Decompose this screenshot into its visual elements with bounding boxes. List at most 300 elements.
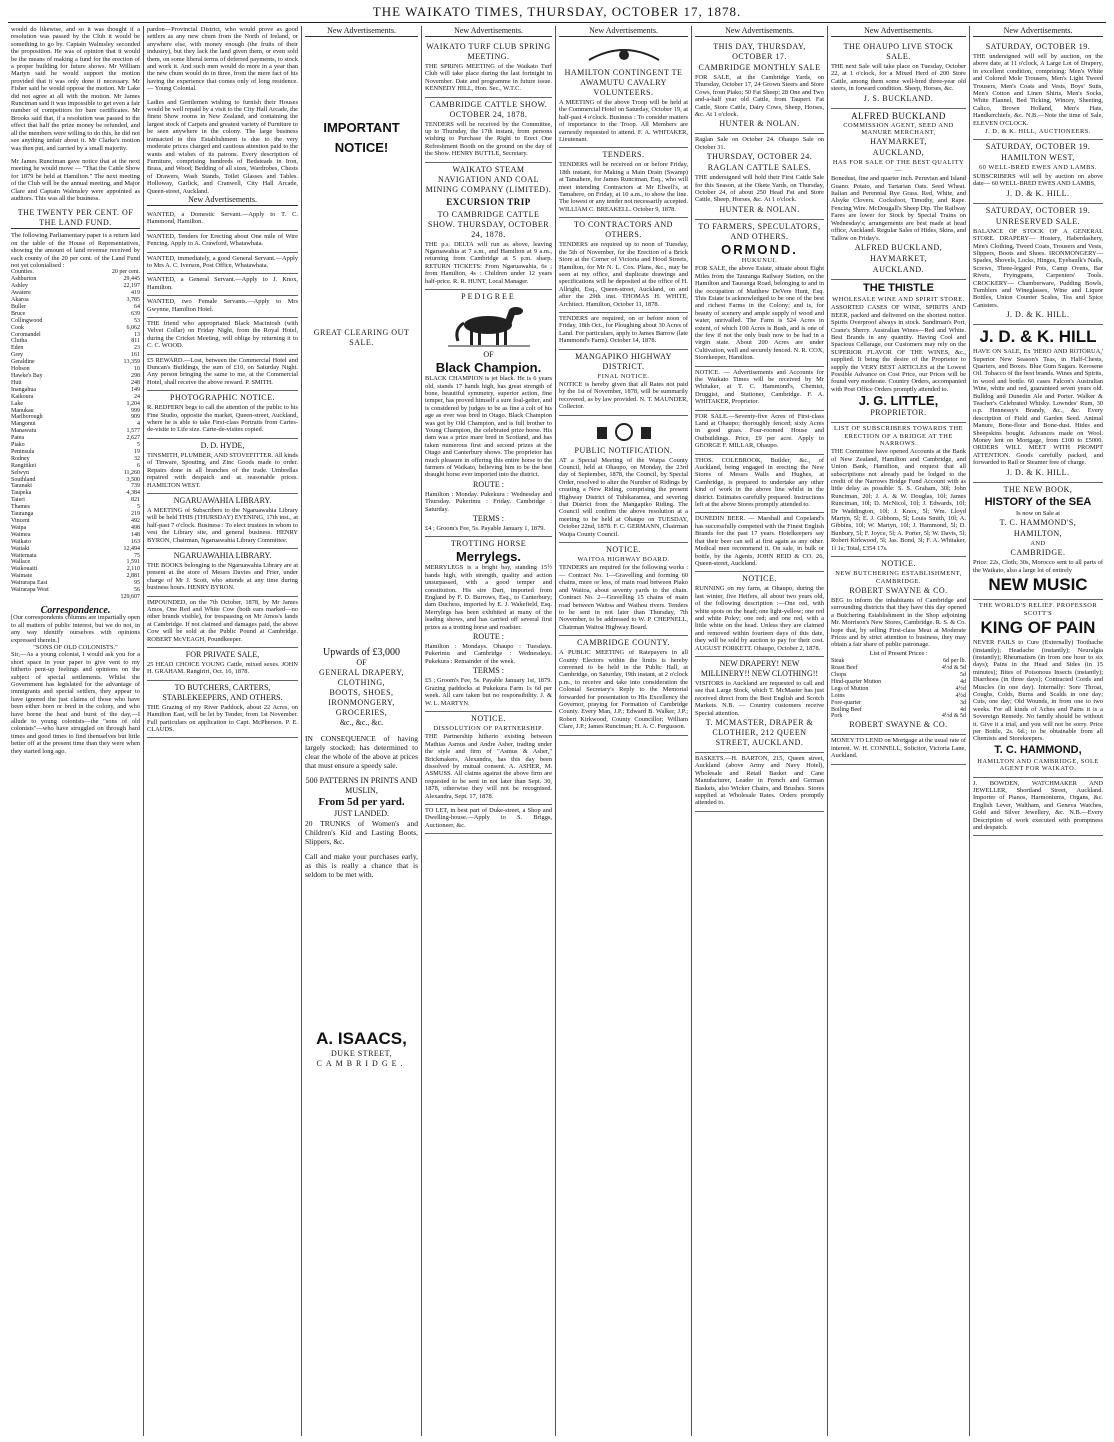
table-row <box>11 539 140 546</box>
ad-subtitle: THE NEW BOOK, <box>1003 484 1073 494</box>
ad-text: WANTED, a General Servant.—Apply to J. Knox, Hamilton. <box>147 276 298 291</box>
new-ads-head: New Advertisements. <box>559 26 688 37</box>
county-name: Peninsula <box>11 448 35 455</box>
county-name: Waimate <box>11 573 33 580</box>
ad-text: 25 HEAD CHOICE YOUNG Cattle, mixed sexes. JOHN H. GRAHAM. Rangiriri, Oct. 16, 1878. <box>147 661 298 676</box>
ad-butchering <box>831 557 966 735</box>
table-row <box>11 352 140 359</box>
ad-signature: ROBERT SWAYNE & CO. <box>849 720 948 730</box>
county-amount: 6 <box>137 462 140 469</box>
ad-date: SATURDAY, OCTOBER 19. <box>985 42 1091 51</box>
county-amount: 739 <box>131 483 140 490</box>
land-fund-title: THE TWENTY PER CENT. OF THE LAND FUND. <box>11 208 140 229</box>
table-row <box>11 470 140 477</box>
ad-text: Price: 22s, Cloth; 30s, Morocco sent to all parts of the Waikato, also a large lot of entirely <box>973 559 1103 574</box>
table-row <box>11 359 140 366</box>
ad-title: TO BUTCHERS, CARTERS, STABLEKEEPERS, AND OTHERS. <box>162 682 283 702</box>
ad-text: THE next Sale will take place on Tuesday, October 22, at 1 o'clock, for a Mixed Herd of 200 Store Cattle, among them some well-bred three-year old steers, in forward condition. Sheep, Horses, &c. <box>831 63 966 93</box>
just-landed: JUST LANDED. <box>334 809 389 818</box>
county-name: Rodney <box>11 455 30 462</box>
ad-text: TENDERS are required, on or before noon of Friday, 18th Oct., for Ploughing about 30 Acres of Land. For particulars, apply to James Barrow (late Hammond's Farm). October 14, 1878. <box>559 314 688 345</box>
ad-butchers <box>147 681 298 739</box>
masthead: THE WAIKATO TIMES, THURSDAY, OCTOBER 17, 1878. <box>372 4 742 19</box>
county-amount: 5 <box>137 504 140 511</box>
ad-thistle <box>831 280 966 423</box>
price-row <box>831 693 966 700</box>
county-amount: 161 <box>131 352 140 359</box>
correspondence-note: [Our correspondents columns are impartially open to all matters of public interest, but we do not, in any way identify ourselves with opinions expressed therein.] <box>11 614 140 644</box>
county-name: Waitemata <box>11 552 37 559</box>
table-row <box>11 276 140 283</box>
price-item: Loins <box>831 692 845 699</box>
ad-heifers <box>695 572 824 657</box>
price-item: Steak <box>831 658 845 665</box>
patterns: 500 PATTERNS IN PRINTS AND MUSLIN, <box>305 776 418 795</box>
column-4 <box>421 26 555 1436</box>
black-champion-title: Black Champion. <box>435 360 542 376</box>
county-name: Piako <box>11 442 25 449</box>
ad-drapery-auction <box>973 40 1103 140</box>
clearing-sale: GREAT CLEARING OUT SALE. <box>313 328 410 347</box>
county-amount: 639 <box>131 310 140 317</box>
county-amount: 498 <box>131 524 140 531</box>
ad-baskets <box>695 753 824 812</box>
price-item: Fore-quarter <box>831 699 861 706</box>
ad-text: BALANCE OF STOCK OF A GENERAL STORE. DRAPERY— Hosiery, Haberdashery, Men's Clothing, Tweed Coats, Trousers and Vests, Slippers, Boots and Shoes. IRONMONGERY— Spades, Shovels, Locks, Hinges, Eyebaulk's Nails, Screws, Three-legged Pots, Camp Ovens, Bar Rivets, Fryingpans, Carpenters' Tools. CROCKERY— Chamberware, Pudding Bowls, Tumblers and Wineglasses, Wine and Liquor Bottles, Union Counter Scales, Tea and Spice Canisters. <box>973 227 1103 309</box>
county-name: Taupeka <box>11 490 32 497</box>
prices-title: List of Present Prices : <box>869 649 928 657</box>
county-name: Thames <box>11 504 30 511</box>
county-name: Hutt <box>11 379 22 386</box>
ad-title: CAMBRIDGE COUNTY. <box>577 638 670 648</box>
county-amount: 19 <box>134 448 140 455</box>
ad-title: THE OHAUPO LIVE STOCK SALE. <box>843 42 954 61</box>
county-amount: 29,445 <box>123 276 140 283</box>
table-row <box>11 573 140 580</box>
ad-title: NGARUAWAHIA LIBRARY. <box>173 550 272 560</box>
ad-unreserved <box>973 204 1103 325</box>
ad-cavalry <box>559 40 688 148</box>
county-amount: 6,062 <box>126 324 140 331</box>
table-row <box>11 566 140 573</box>
ad-money <box>831 735 966 764</box>
county-name: Kaikoura <box>11 393 34 400</box>
ad-subtitle: HAS FOR SALE OF THE BEST QUALITY— <box>832 159 965 174</box>
ad-reward <box>147 355 298 392</box>
ad-black-champion <box>425 290 552 537</box>
ad-signature: HUNTER & NOLAN. <box>719 119 800 129</box>
table-row <box>11 532 140 539</box>
ad-text: AT a Special Meeting of the Waipa County Council, held at Ohaupo, on Monday, the 23rd day of September, 1878, the Council, by Special Order, resolved to alter the Number of Ridings by creating a New Riding, comprising the present Highway District of Tuhikaramea, and severing that District from the Mangapiko Riding. The Council will confirm the above resolution at a meeting to be held at Ohaupo on TUESDAY, October 22nd, 1878. F. C. GERMANN, Chairman Waipa County Council. <box>559 456 688 538</box>
ad-bridge-list <box>831 423 966 557</box>
ad-title: TO CONTRACTORS AND OTHERS. <box>574 220 673 240</box>
ad-dissolution <box>425 712 552 805</box>
county-name: Mangonui <box>11 421 36 428</box>
furniture-notice: Ladies and Gentlemen wishing to furnish their Houses would be well repaid by a visit to the City Hall Arcade, the finest Show rooms in New Zealand, and containing the largest stock of Carpets and greatest variety of Furniture to be seen anywhere in the colony. The large business transacted in this Establishment is due to the very moderate prices charged and cautious attention paid to the wants and wishes of its patrons. Every description of Furniture, comprising hundreds of Bedsteads in Iron, Brass, and Wood; Bedding of all sizes, Wardrobes, Chests of Drawers, Wash Stands, Toilet Glasses and Tables. Holloway, Garlick, and Cranwell, City Hall Arcade, Queen-street, Auckland. <box>147 98 298 195</box>
ad-alfred-buckland <box>831 109 966 280</box>
ad-text: THOS. COLEBROOK, Builder, &c., of Auckland, being engaged in erecting the New Stores of Messrs Walls and Hughes, at Cambridge, is prepared to undertake any other kind of work in the above line whilst in the district. Estimates carefully prepared. Instructions left at the above Stores promptly attended to. <box>695 456 824 509</box>
ad-signature: ALFRED BUCKLAND, <box>854 242 943 252</box>
route-title: ROUTE : <box>473 632 504 642</box>
ad-wanted-1 <box>147 209 298 231</box>
county-amount: 298 <box>131 372 140 379</box>
county-name: Clutha <box>11 338 27 345</box>
table-row <box>11 490 140 497</box>
county-amount: 53 <box>134 317 140 324</box>
county-name: Inangahua <box>11 386 36 393</box>
county-name: Taieri <box>11 497 25 504</box>
county-amount: 22,197 <box>123 283 140 290</box>
ad-location: T. C. HAMMOND'S, <box>999 518 1077 528</box>
ad-waitoa <box>559 543 688 636</box>
ad-title: PUBLIC NOTIFICATION. <box>574 445 673 455</box>
isaacs-name: A. ISAACS, <box>316 1029 407 1048</box>
ad-monthly-sale <box>695 40 824 134</box>
ad-photographic <box>147 391 298 439</box>
table-row <box>11 580 140 587</box>
ad-wanted-2 <box>147 231 298 253</box>
ad-cambridge-county <box>559 636 688 735</box>
price-item: Roast Beef <box>831 665 858 672</box>
excursion-subtitle: TO CAMBRIDGE CATTLE SHOW. THURSDAY, OCTOBER 24, 1878. <box>427 209 550 239</box>
ad-whitaker <box>695 367 824 411</box>
ad-subtitle: COMMISSION AGENT, SEED AND MANURE MERCHANT, <box>843 121 954 137</box>
ad-signature: HUNTER & NOLAN. <box>719 204 800 214</box>
county-name: Waipa <box>11 524 27 531</box>
ad-ormond <box>695 220 824 367</box>
of-text: OF <box>483 350 494 360</box>
terms-text: £4 ; Groom's Fee, 5s. Payable January 1, 1879. <box>425 525 546 532</box>
ad-text: FOR SALE.—Seventy-five Acres of First-class Land at Ohaupo; thoroughly fenced; sixty Acres in good grass. Four-roomed House and Outbuildings. Price, £9 per acre. Apply to GEORGE F. MILLAR, Ohaupo. <box>695 412 824 450</box>
table-row <box>11 366 140 373</box>
county-name: Buller <box>11 303 26 310</box>
price-value: 4d <box>960 706 966 713</box>
county-name: Collingwood <box>11 317 43 324</box>
ad-text: HAVE ON SALE, Ex 'HERO AND ROTORUA,' Superior New Season's Teas, in Half-Chests, Quarters, and Boxes. Blue Gum Sugars. Kerosene Oil. Tobacco of the best brands. Wines and Spirits, in wood and bottle. 60 cases Falcon's Australian Wine, white and red, guaranteed seven years old. Bulldog and Dunedin Ale and Porter. Walker & Teacher's Celebrated Whisky. Lowndes' Rum, 30 o.p. Hennessy's Brandy, &c., &c. Every description of Field and Garden Seed. Animal Manure, Bone-flour and Bone-dust. Hides and Sheepskins bought. Advances made on Wool. Money lent on Mortgage, from £100 to £5000. ORDERS WILL MEET WITH PROMPT ATTENTION. Goods carefully packed, and forwarded to Rail or Steamer free of charge. <box>973 348 1103 467</box>
ad-subtitle: WAITOA HIGHWAY BOARD. <box>577 556 670 564</box>
county-amount: 1,577 <box>126 428 140 435</box>
ad-public-notification <box>559 416 688 543</box>
ad-land-sale <box>695 411 824 455</box>
ad-signature: J. D. & K. HILL. <box>1006 188 1070 198</box>
ad-text: BASKETS.—H. BARTON, 215, Queen street, Auckland (above Army and Navy Hotel), Wholesale and Retail Basket and Cane Manufacturer, Leader in French and German Baskets, also Wicker Chairs, and Brushes. Stores supplied at Wholesale Rates. Orders promptly attended to. <box>695 755 824 807</box>
county-name: Akaroa <box>11 297 29 303</box>
county-name: Ashburton <box>11 276 37 283</box>
ad-text: TENDERS are required for the following works :— Contract No. 1—Gravelling and forming 60 chains, more or less, of main road between Piako and Waitoa, about seventy yards to the chain. Contract No. 2—Gravelling 15 chains of main road between Waitoa and Waihou rivers. Tenders to be sent in not later than Thursday, 7th November, to be addressed to W. P. CHEPNELL, Chairman Waitoa Highway Board. <box>559 564 688 631</box>
ad-text: DUNEDIN BEER. — Marshall and Copeland's has successfully competed with the Finest English Brands for the past 17 years. Hotelkeepers say that their beer can sell at first again as any other. Medical men recommend it. On sale, in bulk or bottle, by the Agents, JOHN REID & CO. 26, Queen-street, Auckland. <box>695 515 824 567</box>
ad-title: THE THISTLE <box>863 281 934 294</box>
ad-location: HAYMARKET, <box>870 137 927 147</box>
table-row <box>11 318 140 325</box>
ad-subtitle: 60 WELL-BRED EWES AND LAMBS. <box>978 164 1098 172</box>
table-row <box>11 311 140 318</box>
ad-subtitle: HUKUNUI. <box>741 256 778 264</box>
ad-text: MERRYLEGS is a bright bay, standing 15½ hands high, with strength, quality and action unsurpassed, with a good temper and constitution. His sire Dart, imported from England by F. D. Burrows, Esq., to Canterbury; dam Duchess, imported by E. J. Wakefield, Esq. Merrylegs has been exhibited at many of the leading shows, and has carried off several first prizes as a trotting horse and roadster. <box>425 564 552 631</box>
correspondence-subtitle: "SONS OF OLD COLONISTS." <box>33 643 118 651</box>
of-text: OF <box>356 658 367 667</box>
table-row <box>11 408 140 415</box>
price-row <box>831 700 966 707</box>
table-row <box>11 442 140 449</box>
ad-signature: J. D. & K. HILL. <box>1006 310 1070 320</box>
price-value: 4½d <box>955 685 966 692</box>
land-fund-table <box>11 269 140 601</box>
ad-signature: ROBERT SWAYNE & CO. <box>849 585 948 595</box>
ad-location: HAYMARKET, <box>870 253 927 263</box>
ad-title: D. D. HYDE, <box>200 440 245 450</box>
ad-title: ALFRED BUCKLAND <box>851 110 946 121</box>
county-name: Coromandel <box>11 331 41 338</box>
ad-text: IMPOUNDED, on the 7th October, 1878, by Mr James Amos, One Red and White Cow (both ears marked—no other brands visible), for trespassing on Mr Amos's lands at Cambridge. If not claimed and damages paid, the above Cow will be sold at the Public Pound at Cambridge. ROBERT McVEAGH, Poundkeeper. <box>147 598 298 643</box>
ad-bowden <box>973 778 1103 837</box>
county-amount: 13 <box>134 331 140 338</box>
county-amount: 163 <box>131 538 140 545</box>
ad-date: SATURDAY, OCTOBER 19. <box>985 205 1091 215</box>
letter-continued: pardon—Provincial District, who would prove as good settlers as any new chum from the North of Ireland, or anywhere else, with money enough (the fruits of their industry), but they lack the land given them, or even sold them, on some liberal terms of deferred payments, to stock and work it. And such men would do more in a year than the new chum would do in three, from the mere fact of his having the experience that comes only of long residence. — Young Colonial. <box>147 26 298 93</box>
county-amount: 11,260 <box>123 469 140 476</box>
county-name: Grey <box>11 352 23 359</box>
masthead-rule <box>8 22 1106 23</box>
ad-subtitle: HAMILTON AND CAMBRIDGE, SOLE AGENT FOR WAIKATO. <box>977 757 1099 773</box>
ad-text: WANTED, a Domestic Servant.—Apply to T. C. Hammond, Hamilton. <box>147 210 298 226</box>
ad-title: NOTICE. <box>606 545 641 555</box>
ad-text: BLACK CHAMPION is jet black. He is 6 years old, stands 17 hands high, has great strength of bone, beautiful symmetry, superior action, fine temper, has proved himself a sure foal-getter, and is considered by judges to be as fine a colt of his age as ever was bred in Otago. Black Champion was got by Old Champion, and is full brother to Young Champion, the celebrated prize horse. His dam was a prize mare bred in Scotland, and has taken numerous first and second prizes at the Otago and Canterbury shows. The proprietor has much pleasure in offering this entire horse to the farmers of Waikato, believing him to be the best draught horse ever imported into the district. <box>425 375 552 479</box>
ad-library-meeting <box>147 494 298 549</box>
meeting-report: would do likewise, and so it was thought if a resolution was passed by the Club it would be something to go by. Captain Walmsley seconded the proposition. He was of opinion that it would be the means of making a fund for the erection of a proper building for future shows. Mr William Martyn said he would support the motion provided that it was only done if necessary. Mr Fisher said he would oppose the motion. Mr Lake did not agree at all with the motion. Mr James Runciman said it was impossible to get even a fair number of competitors for bare certificates. Mr Brooks said that, if a resolution was passed to the effect that half the prize money be refunded, and all the members were willing to do this, he did not see anything unfair about it. Mr Clarke's motion was then put, and carried by a small majority. <box>11 26 140 152</box>
county-amount: 64 <box>134 303 140 310</box>
column-7 <box>827 26 969 1436</box>
ad-text: THE undersigned will hold their First Cattle Sale for this Season, at the Okete Yards, on Thursday, October 24, of about 250 Head Fat and Store Cattle, Sheep, Horses, &c. At 1 o'clock. <box>695 174 824 204</box>
ad-title: TROTTING HORSE <box>450 539 527 549</box>
column-1 <box>8 26 143 1436</box>
jdk-hill-title: J. D. & K. HILL <box>979 327 1097 347</box>
ad-cattle-show <box>425 98 552 163</box>
price-value: 5d <box>960 671 966 678</box>
county-name: Rangitikei <box>11 462 36 469</box>
ad-subtitle: FINAL NOTICE. <box>597 372 650 380</box>
land-fund-intro: The following Parliamentary paper is a return laid on the table of the House of Representatives, showing the amount of land revenue received by each county of the 20 per cent. of the Land Fund not yet colonialised : <box>11 232 140 269</box>
ad-location: AUCKLAND, <box>872 148 925 158</box>
ad-title: WAIKATO STEAM NAVIGATION AND COAL MINING COMPANY (LIMITED). <box>425 164 552 194</box>
ad-text: VISITORS to Auckland are requested to call and see that Large Stock, which T. McMaster has just received direct from the Best English and Scotch Markets. N.B. — Country customers receive Special attention. <box>695 679 824 717</box>
county-amount: 811 <box>131 338 140 345</box>
county-name: Manukau <box>11 407 34 414</box>
correspondence-title: Correspondence. <box>40 604 111 616</box>
county-amount: 492 <box>131 518 140 524</box>
county-amount: 2,881 <box>126 573 140 580</box>
table-row <box>11 435 140 442</box>
table-row <box>11 511 140 518</box>
table-row <box>11 483 140 490</box>
ad-title: TO FARMERS, SPECULATORS, AND OTHERS. <box>698 221 821 241</box>
pedigree-heading: PEDIGREE <box>461 292 516 302</box>
county-amount: 3,500 <box>126 476 140 483</box>
excursion-title: EXCURSION TRIP <box>446 196 531 207</box>
table-row <box>11 297 140 304</box>
county-amount: 5 <box>137 442 140 449</box>
ad-title: NOTICE. <box>471 713 506 723</box>
price-value: 4½d <box>955 692 966 699</box>
ad-text: TENDERS will be received by the Committee, up to Thursday, the 17th instant, from persons wishing to Purchase the Right to Erect One Refreshment Booth on the ground on the day of the Show. HENRY BUTTLE, Secretary. <box>425 120 552 158</box>
ad-signature: PROPRIETOR. <box>870 408 927 418</box>
county-amount: 2,627 <box>126 435 140 442</box>
ad-text: FOR SALE, the above Estate, situate about Eight Miles from the Tauranga Railway Station, on the Hamilton and Tauranga Road, belonging to and in the occupation of Matthew DeVere Hunt, Esq. This Estate is acknowledged to be one of the best and richest Farms in the Colony; and is, for beauty of scenery and ample supply of wood and water, unrivalled. The Farm is 524 Acres in extent, of which 100 Acres is Bush, and is one of the few if not the only bush now to be had in a virgin state. About 200 Acres are under Cultivation, well and securely fenced. N. R. COX, Storekeeper, Hamilton. <box>695 265 824 362</box>
county-name: Hawke's Bay <box>11 372 43 379</box>
ad-dunedin-beer <box>695 513 824 572</box>
table-row <box>11 304 140 311</box>
county-name: Selwyn <box>11 469 29 476</box>
county-amount: 10 <box>134 366 140 373</box>
ad-private-sale <box>147 648 298 681</box>
county-name: Southland <box>11 476 36 483</box>
county-name: Wairarapa East <box>11 580 48 587</box>
price-row <box>831 686 966 693</box>
ad-text: THE Partnership hitherto existing between Mathias Asmus and Andre Asher, trading under the style and firm of "Asmus & Asher," Brickmakers, Alexandra, has this day been dissolved by mutual consent. A. ASHER, M. ASMUSS. All claims against the above firm are requested to be sent in not later than Sept. 30, 1878, otherwise they will not be recognised. Alexandra, Sept. 17, 1878. <box>425 733 552 800</box>
ad-text: £5 REWARD.—Lost, between the Commercial Hotel and Duncan's Buildings, the sum of £10, on Saturday Night. Any person bringing the same to me, at the Commercial Hotel, shall receive the above reward. P. SMITH. <box>147 356 298 386</box>
ad-location: HAMILTON, <box>1013 529 1063 539</box>
ad-wanted-3 <box>147 253 298 275</box>
call-text: Call and make your purchases early, as this is really a chance that is seldom to be met with. <box>305 852 418 879</box>
ad-subtitle: NEW BUTCHERING ESTABLISHMENT, CAMBRIDGE. <box>835 570 962 585</box>
ad-wanted-5 <box>147 296 298 318</box>
county-amount: 999 <box>131 407 140 414</box>
from-5d: From 5d per yard. <box>318 796 405 808</box>
ad-title: RAGLAN CATTLE SALES. <box>707 163 812 173</box>
ad-text: AND <box>1030 540 1046 548</box>
new-ads-head: New Advertisements. <box>973 26 1103 37</box>
ad-text: A MEETING of Subscribers to the Ngaruawahia Library will be held THIS (THURSDAY) EVENING, 17th inst., at half-past 7 o'clock. Business : To elect trustees in whom to vest the Library site, and general business. HENRY BYRON, Chairman, Ngaruawahia Library Committee. <box>147 506 298 544</box>
price-item: Boiling Beef <box>831 706 862 713</box>
ad-subtitle: DISSOLUTION OF PARTNERSHIP. <box>433 724 544 732</box>
ad-ploughing <box>559 313 688 350</box>
duke-street: DUKE STREET, <box>331 1049 392 1058</box>
ad-text: NEVER FAILS to Cure (Externally) Toothache (instantly); Headache (instantly); Neuralgia (instantly); Rheumatism (in from one hour to six days); Pains in the Head and Sides (in 15 minutes); Bites of Poisonous Insects (instantly); Diarrhoea (in three days); Contracted Cords and Muscles (in one day). Internally: Sore Throat, Coughs, Colds, Burns and Scalds in one day; Cuts, one day; Old Wounds, in from one to two weeks. For all kinds of Aches and Pains it is a Sovereign Remedy. No family should be without it. Give it a trial, and you will not be sorry. Price per Bottle, 2s. 6d.; to be obtainable from all Chemists and Storekeepers. <box>973 639 1103 743</box>
new-ads-head: New Advertisements. <box>695 26 824 37</box>
ad-text: WANTED, Tenders for Erecting about One mile of Wire Fencing. Apply to A. Crawford, Whatawhata. <box>147 232 298 248</box>
ad-text: TENDERS are required up to noon of Tuesday, the 5th of November, for the Erection of a Brick Store at the Corner of Victoria and Hood Streets, Hamilton, for Mr N. L. Cox. Plans, &c., may be seen at my office, and duplicate drawings and specifications will be deposited at the office of H. Allright, Esq., Queen-street, Auckland, on and after the 29th inst. THOMAS H. WHITE, Architect. Hamilton, October 11, 1878. <box>559 241 688 308</box>
county-name: Vincent <box>11 518 30 524</box>
county-amount: 56 <box>134 587 140 594</box>
ad-ohaupo-sale <box>831 40 966 109</box>
table-row <box>11 449 140 456</box>
ad-to-let <box>425 805 552 834</box>
ad-text: THE BOOKS belonging to the Ngaruawahia Library are at present at the store of Messrs Davies and Frier, under charge of Mr J. Scott, who attends at any time during business hours. HENRY BYRON. <box>147 561 298 592</box>
ad-date: THURSDAY, OCTOBER 24. <box>706 152 813 162</box>
ad-text: SUBSCRIBERS will sell by auction on above date— 60 WELL-BRED EWES AND LAMBS, <box>973 172 1103 188</box>
ad-title: CAMBRIDGE CATTLE SHOW. OCTOBER 24, 1878. <box>429 99 548 119</box>
table-row <box>11 428 140 435</box>
ad-text: Is now on Sale at <box>1015 509 1061 517</box>
table-row <box>11 421 140 428</box>
price-row <box>831 672 966 679</box>
little-name: J. G. LITTLE, <box>858 393 939 409</box>
table-row <box>11 325 140 332</box>
ironmongery: IRONMONGERY, <box>328 698 395 707</box>
ad-text: TINSMITH, PLUMBER, AND STOVEFITTER. All kinds of Tinware, Spouting, and Zinc Goods made to order. Repairs done in all branches of the trade. Umbrellas repaired with despatch and at reasonable prices. HAMILTON WEST. <box>147 451 298 489</box>
ad-title: WAIKATO TURF CLUB SPRING MEETING. <box>426 42 551 61</box>
ad-text: R. REDFERN begs to call the attention of the public to his Fine Studio, opposite the market, Queen-street, Auckland, where he is able to take First-class Portraits from Cartes-de-visite to Life size. Carte-de-visites copied. <box>147 404 298 434</box>
route-text: Hamilton : Monday. Pukekura : Wednesday and Thursday. Pukerimu : Friday. Cambridge : Saturday. <box>425 490 552 513</box>
county-name: Awatere <box>11 290 31 297</box>
column-5 <box>555 26 691 1436</box>
county-amount: 24 <box>134 393 140 400</box>
ad-title: FOR PRIVATE SALE, <box>185 650 260 659</box>
ad-text: THE friend who appropriated Black Macintosh (with Velvet Collar) on Friday Night, from the Royal Hotel, during the Cricket Meeting, will oblige by returning it to C. C. WOOD. <box>147 320 298 350</box>
ad-title: MANGAPIKO HIGHWAY DISTRICT. <box>575 351 672 371</box>
cambridge: CAMBRIDGE. <box>316 1059 407 1068</box>
ad-text: THE Grazing of my River Paddock, about 22 Acres, on Hamilton East, will be let by Tender, from 1st November. Full particulars on application to Capt. McPherson. P. E. CLAUDS. <box>147 703 298 734</box>
ad-library-books <box>147 549 298 597</box>
county-name: Lake <box>11 400 23 407</box>
boots-shoes: BOOTS, SHOES, <box>329 688 394 697</box>
price-value: 3d <box>960 699 966 706</box>
price-row <box>831 679 966 686</box>
table-row <box>11 401 140 408</box>
meeting-report-tail: Mr James Runciman gave notice that at the next meeting he would move — "That the Cattle Show for 1879 be held at Hamilton." The next meeting of the Club will be the annual meeting, and Major Clare and Captain Walmsley were appointed as auditors. This was all the business. <box>11 157 140 202</box>
table-row <box>11 332 140 339</box>
county-amount: 13,359 <box>123 359 140 366</box>
table-row <box>11 477 140 484</box>
county-amount: 32 <box>134 455 140 462</box>
ad-jdk-hill <box>973 325 1103 483</box>
ad-date: SATURDAY, OCTOBER 19. <box>985 142 1091 152</box>
ad-title: NGARUAWAHIA LIBRARY. <box>173 495 272 505</box>
ad-signature: J. D. & K. HILL. <box>1006 467 1070 477</box>
ad-text: A MEETING of the above Troop will be held at the Commercial Hotel on Saturday, October 19, at half-past 4 o'clock. Business : To consider matters of importance to the Troop. All Members are earnestly requested to attend. F. A. WHITAKER, Lieutenant. <box>559 99 688 144</box>
price-item: Chops <box>831 671 847 678</box>
ad-signature: J. S. BUCKLAND. <box>863 93 934 103</box>
table-total-row <box>11 594 140 601</box>
ad-text: ASSORTED CASES OF WINE, SPIRITS AND BEER, packed and delivered on the shortest notice. Spirits Overproof always in stock. Sandiman's Port, Crane's Sherry. Australian Wines—Red and White. Best Brands in any quantity. Having Cool and Spacious Cellarage, our Customers may rely on the SUPERIOR FLAVOR OF THE WINES, &c., supplied. It being the desire of the Proprietor to supply the VERY BEST ARTICLES at the Lowest Possible Advance on Cost Price, our Prices will be found very moderate. Country Orders, accompanied with Post Office Orders promptly attended to. <box>831 304 966 393</box>
ad-text: TO LET, in best part of Duke-street, a Shop and Dwelling-house.—Apply to S. Briggs, Auctioneer, &c. <box>425 806 552 829</box>
price-item: Pork <box>831 713 843 720</box>
ad-text: BEG to inform the inhabitants of Cambridge and surrounding districts that they have this day opened a Butchering Establishment in the Shop adjoining Mr. Morrison's New Stores, Cambridge. R. S. & Co. hope that, by selling First-class Meat at Moderate Prices and by strict attention to business, they may obtain a fair share of public patronage. <box>831 596 966 649</box>
ad-text: J. BOWDEN, WATCHMAKER AND JEWELLER, Shortland Street, Auckland. Importer of Pianos, Harmoniums, Organs, &c. English Lever, Waltham, and Geneva Watches, Gold and Silver Jewellery, &c. N.B.—Every Description of work executed with promptness and despatch. <box>973 779 1103 832</box>
county-name: Waikouaiti <box>11 566 38 573</box>
ad-mcmaster <box>695 657 824 753</box>
county-name: Waimea <box>11 531 31 538</box>
county-amount: 419 <box>131 290 140 297</box>
ormond-title: ORMOND. <box>721 241 798 257</box>
county-name: Manawatu <box>11 428 37 435</box>
table-row <box>11 338 140 345</box>
ad-text: THE Committee have opened Accounts at the Bank of New Zealand, Hamilton and Cambridge, and Union Bank, Hamilton, and request that all subscriptions not already paid be lodged to the credit of the Narrows Bridge Fund Account with as little delay as possible: S. S. Graham, 30l; John Runciman, 20l; J. A. & W. Douglas, 10l; James Runciman, 10l; D. McNicol, 10l; J. Edwards, 10l; Dr Waddington, 10l; J. Knox, 5l; Wm. Lloyd Martyn, 5l; E. J. Gibbons, 5l; Louis Smith, 10l; A. Gibbins, 10l; W. Martyn, 10l; J. Hammond, 5l; D. Bunbury, 5l; F. Joyce, 5l; A. Porter, 5l; W. Davis, 5l; Robert Kirkwood, 5l; Jas. Bond, 3l; F. A. Whitaker, 1l 1s; Total, £354 17s. <box>831 448 966 552</box>
ad-text: Raglan Sale on October 24. Ohaupo Sale on October 31. <box>695 136 824 151</box>
table-row <box>11 283 140 290</box>
ad-title: NOTICE. <box>881 559 916 569</box>
county-name: Bruce <box>11 310 26 317</box>
table-row <box>11 497 140 504</box>
ad-signature: J. D. & K. HILL, AUCTIONEERS. <box>985 128 1091 136</box>
ad-title: CAMBRIDGE MONTHLY SALE <box>698 63 821 72</box>
etc: &c., &c., &c. <box>339 718 384 727</box>
ad-tenders <box>559 148 688 218</box>
royal-arms-icon <box>589 421 659 443</box>
ad-excursion <box>425 163 552 290</box>
ad-merrylegs <box>425 537 552 712</box>
ad-text: WANTED, two Female Servants.—Apply to Mrs Gwynne, Hamilton Hotel. <box>147 298 298 313</box>
price-table <box>831 658 966 720</box>
table-row <box>11 373 140 380</box>
table-header-counties: Counties. <box>11 269 34 276</box>
terms-text: £5 ; Groom's Fee, 5s. Payable January 1st, 1879. Grazing paddocks at Pukekura Farm 1s 6d per week. All care taken but no responsibility. J. & W. L. MARTYN. <box>425 677 552 707</box>
ad-text: THE SPRING MEETING of the Waikato Turf Club will take place during the last fortnight in November. Date and programme in future issue. KENNEDY HILL, Hon. Sec., W.T.C. <box>425 63 552 93</box>
county-name: Patea <box>11 435 24 442</box>
table-row <box>11 414 140 421</box>
county-amount: 219 <box>131 511 140 518</box>
ad-title: PHOTOGRAPHIC NOTICE. <box>170 393 275 403</box>
ad-king-of-pain <box>973 600 1103 777</box>
